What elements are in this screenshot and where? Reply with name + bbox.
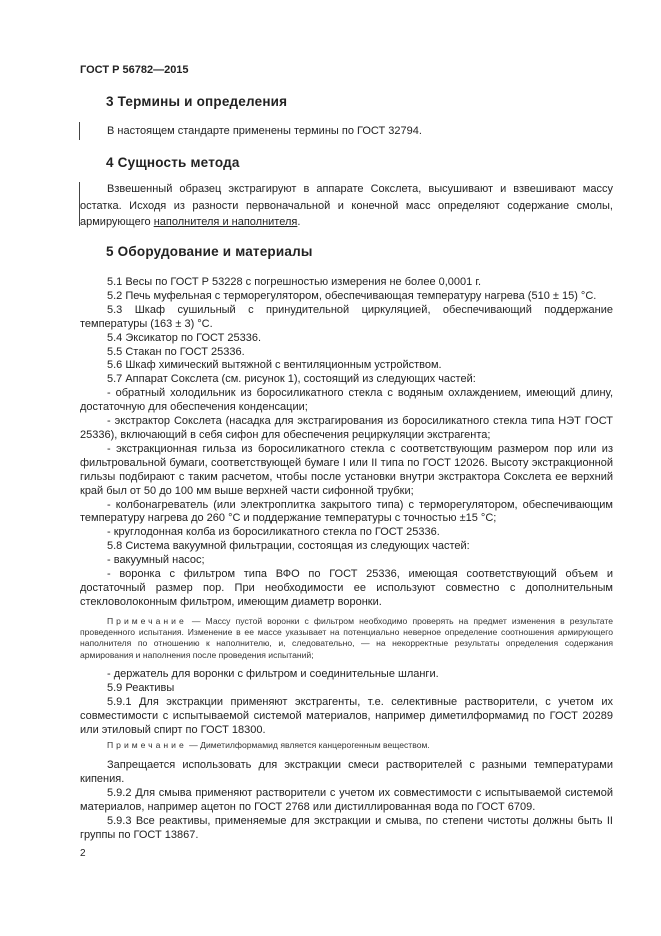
section-4-title: 4 Сущность метода bbox=[106, 155, 240, 170]
note-2 bbox=[80, 740, 613, 751]
paragraph: В настоящем стандарте применены термины по ГОСТ 32794. bbox=[107, 125, 422, 137]
list-item: 5.9.1 Для экстракции применяют экстрагенты, т.е. селективные растворители, с учетом их совместимости с испытываемой системой материалов, например диметилформамид по ГОСТ 20289 или этиловый спирт по ГОСТ 18300. bbox=[80, 695, 613, 736]
section-5-items bbox=[80, 276, 613, 610]
list-item: 5.9.3 Все реактивы, применяемые для экстракции и смыва, по степени чистоты должны быть II группы по ГОСТ 13867. bbox=[80, 814, 613, 841]
list-item: - вакуумный насос; bbox=[107, 554, 205, 567]
list-item: 5.4 Эксикатор по ГОСТ 25336. bbox=[107, 331, 261, 344]
list-item: - обратный холодильник из боросиликатного стекла с водяным охлаждением, имеющий длину, достаточную для обеспечения конденсации; bbox=[80, 387, 613, 414]
list-item: 5.5 Стакан по ГОСТ 25336. bbox=[107, 345, 245, 358]
list-item: 5.1 Весы по ГОСТ Р 53228 с погрешностью измерения не более 0,0001 г. bbox=[107, 276, 482, 288]
note-label: Примечание bbox=[107, 616, 187, 626]
list-item: 5.9.2 Для смыва применяют растворители с учетом их совместимости с испытываемой системой материалов, например ацетон по ГОСТ 2768 или дистиллированная вода по ГОСТ 6709. bbox=[80, 786, 613, 813]
list-item: 5.7 Аппарат Сокслета (см. рисунок 1), состоящий из следующих частей: bbox=[107, 373, 476, 386]
note-text bbox=[80, 740, 613, 751]
page-number: 2 bbox=[80, 848, 86, 859]
list-item: 5.9 Реактивы bbox=[107, 681, 175, 694]
section-3-body bbox=[80, 125, 613, 139]
paragraph bbox=[80, 181, 613, 231]
section-4-body bbox=[80, 181, 613, 231]
note-label: Примечание bbox=[107, 740, 187, 750]
underlined-text: наполнителя и наполнителя bbox=[153, 216, 298, 228]
text: — Диметилформамид является канцерогенным веществом. bbox=[186, 740, 430, 750]
note-1 bbox=[80, 616, 613, 661]
list-item: 5.8 Система вакуумной фильтрации, состоящая из следующих частей: bbox=[107, 540, 470, 553]
list-item: - держатель для воронки с фильтром и соединительные шланги. bbox=[107, 668, 439, 680]
list-item: - колбонагреватель (или электроплитка закрытого типа) с терморегулятором, обеспечивающим температуру нагрева до 260 °С и поддержание температуры с точностью ±15 °С; bbox=[80, 498, 613, 525]
list-item: - воронка с фильтром типа ВФО по ГОСТ 25336, имеющая соответствующий объем и достаточный размер пор. При необходимости ее используют совместно с дополнительным стекловолоконным фильтром, имеющим диаметр воронки. bbox=[80, 568, 613, 608]
list-item: - экстрактор Сокслета (насадка для экстрагирования из боросиликатного стекла типа НЭТ ГОСТ 25336), включающий в себя сифон для обеспечения рециркуляции экстрагента; bbox=[80, 415, 613, 441]
text: Взвешенный образец экстрагируют в аппарате Сокслета, высушивают и взвешивают массу остатка. Исходя из разности первоначальной и конечной масс определяют содержание смолы, армирующего bbox=[80, 183, 613, 228]
section-5-title: 5 Оборудование и материалы bbox=[106, 244, 313, 259]
section-3-title: 3 Термины и определения bbox=[106, 94, 288, 109]
text: . bbox=[297, 216, 301, 228]
section-5-items-final bbox=[80, 759, 613, 842]
list-item: - экстракционная гильза из боросиликатного стекла с соответствующим размером пор или из фильтровальной бумаги, соответствующей бумаге I или II типа по ГОСТ 12026. Высоту экстракционной гильзы подбирают с таким расчетом, чтобы после установки внутри экстрактора Сокслета ее верхний край был от 50 до 100 мм выше верхней части сифонной трубки; bbox=[80, 442, 613, 497]
list-item: Запрещается использовать для экстракции смеси растворителей с разными температурами кипения. bbox=[80, 759, 613, 785]
list-item: - круглодонная колба из боросиликатного стекла по ГОСТ 25336. bbox=[107, 526, 440, 539]
document-header: ГОСТ Р 56782—2015 bbox=[80, 64, 189, 76]
text: — Массу пустой воронки с фильтром необходимо проверять на предмет изменения в результате проведенного испытания. Изменение в ее массе указывает на потенциально неверное определение соотношения армирующего наполнителя по отношению к наполнителю, и, следовательно, — на некорректные результаты определения содержания армирования и наполнения после проведения испытаний; bbox=[80, 616, 613, 660]
note-text bbox=[80, 616, 613, 661]
section-5-items-continued bbox=[80, 668, 613, 738]
list-item: 5.3 Шкаф сушильный с принудительной циркуляцией, обеспечивающий поддержание температуры (163 ± 3) °С. bbox=[80, 303, 613, 330]
list-item: 5.2 Печь муфельная с терморегулятором, обеспечивающая температуру нагрева (510 ± 15) °С. bbox=[107, 289, 597, 302]
list-item: 5.6 Шкаф химический вытяжной с вентиляционным устройством. bbox=[107, 359, 442, 372]
